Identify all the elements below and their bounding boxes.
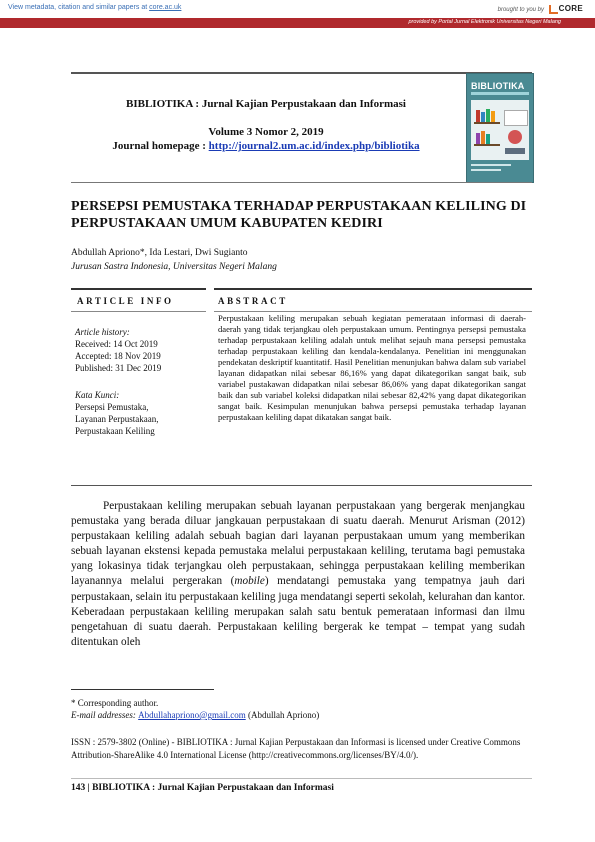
article-history xyxy=(75,326,205,374)
keywords-block xyxy=(75,389,205,437)
homepage-link[interactable]: http://journal2.um.ac.id/index.php/bibliotika xyxy=(208,140,420,152)
email-owner: (Abdullah Apriono) xyxy=(245,710,320,720)
core-link-prefix: View metadata, citation and similar papers at xyxy=(8,4,150,11)
core-metadata-link[interactable] xyxy=(8,4,181,11)
page-footer xyxy=(71,783,334,793)
email-link[interactable]: Abdullahapriono@gmail.com xyxy=(138,710,246,720)
abstract-mid-rule xyxy=(214,311,532,312)
keyword-item: Persepsi Pemustaka, xyxy=(75,402,149,412)
core-logo-icon xyxy=(549,5,558,14)
body-text-part-1: Perpustakaan keliling merupakan sebuah layanan perpustakaan yang bergerak menjangkau pemustaka yang berada diluar jangkauan perpustakaan di suatu daerah. Menurut Arisman (2012) perpustakaan keliling adalah sebuah bagian dari layanan perpustakaan umum yang memberikan sebuah layanan ekstensi kepada pemustaka melalui perpustakaan keliling, terutama bagi pemustaka yang lokasinya tidak terjangkau oleh perpustakaan, sehingga perpustakaan keliling memberikan layanannya melalui pergerakan ( xyxy=(71,500,525,588)
info-top-rule xyxy=(71,288,206,290)
received-date: Received: 14 Oct 2019 xyxy=(75,339,158,349)
provider-text[interactable]: provided by Portal Jurnal Elektronik Universitas Negeri Malang xyxy=(408,19,561,25)
abstract-bottom-rule xyxy=(71,485,532,486)
page-number: 143 xyxy=(71,783,86,793)
core-brought-by: brought to you by xyxy=(497,7,544,13)
core-link-url[interactable]: core.ac.uk xyxy=(149,4,182,11)
license-text: ISSN : 2579-3802 (Online) - BIBLIOTIKA : Jurnal Kajian Perpustakaan dan Informasi is licensed under Creative Commons Attribution-ShareAlike 4.0 International License (http://creativecommons.org/licenses/BY/4.0/). xyxy=(71,737,521,760)
footer-separator: | xyxy=(85,783,93,793)
article-info-heading: ARTICLE INFO xyxy=(77,296,174,306)
corresponding-author-note: * Corresponding author. xyxy=(71,698,159,708)
email-label: E-mail addresses: xyxy=(71,710,139,720)
body-italic-term: mobile xyxy=(234,575,265,588)
keyword-item: Perpustakaan Keliling xyxy=(75,426,155,436)
email-line xyxy=(71,710,531,720)
provider-bar xyxy=(0,18,595,28)
body-paragraph xyxy=(71,499,525,650)
article-title: PERSEPSI PEMUSTAKA TERHADAP PERPUSTAKAAN KELILING DI PERPUSTAKAAN UMUM KABUPATEN KEDIRI xyxy=(71,199,527,231)
core-brand[interactable] xyxy=(498,4,583,14)
cover-title: BIBLIOTIKA xyxy=(471,81,525,91)
abstract-text: Perpustakaan keliling merupakan sebuah kegiatan pemerataan informasi di daerah-daerah yang tidak terjangkau oleh perpustakaan umum. Pentingnya persepsi pemustaka terhadap perpustakaan keliling adalah untuk melihat sejauh mana persepsi pemustaka terhadap perpustakaan keliling dan kendala-kendalanya. Penelitian ini menggunakan pendekatan deskriptif kuantitatif. Hasil Penelitian menunjukan bahwa dalam sub variabel layanan didapatkan nilai sebesar 86,16% yang dapat dikategorikan sangat baik, sub variabel pustakawan didapatkan nilai sebesar 86,06% yang dapat dikategorikan sangat baik dan sub variabel koleksi didapatkan nilai sebesar 82,42% yang dapat dikategorikan sangat baik. Kesimpulan menunjukan bahwa persepsi pemustaka terhadap layanan perpustakaan keliling dapat dikatakan sangat baik. xyxy=(218,313,526,423)
core-brand-name: CORE xyxy=(558,4,583,13)
journal-volume: Volume 3 Nomor 2, 2019 xyxy=(208,126,324,138)
abstract-top-rule xyxy=(214,288,532,290)
accepted-date: Accepted: 18 Nov 2019 xyxy=(75,351,161,361)
abstract-heading: ABSTRACT xyxy=(218,296,288,306)
keyword-item: Layanan Perpustakaan, xyxy=(75,414,159,424)
header-bottom-rule xyxy=(71,182,532,183)
info-mid-rule xyxy=(71,311,206,312)
journal-name: BIBLIOTIKA : Jurnal Kajian Perpustakaan dan Informasi xyxy=(126,98,406,110)
footnote-rule xyxy=(71,689,214,690)
article-authors: Abdullah Apriono*, Ida Lestari, Dwi Sugianto xyxy=(71,248,248,258)
article-affiliation: Jurusan Sastra Indonesia, Universitas Negeri Malang xyxy=(71,262,277,272)
homepage-label: Journal homepage : xyxy=(112,140,209,152)
published-date: Published: 31 Dec 2019 xyxy=(75,363,162,373)
footer-journal: BIBLIOTIKA : Jurnal Kajian Perpustakaan dan Informasi xyxy=(92,783,334,793)
journal-cover-image xyxy=(466,73,534,183)
body-text-part-2: ) mendatangi pemustaka yang tempatnya jauh dari perpustakaan, selain itu perpustakaan keliling juga mendatangi seperti sekolah, kelurahan dan kantor. Keberadaan perpustakaan keliling merupakan salah satu bentuk pemerataan informasi dan ilmu pengetahuan di suatu daerah. Perpustakaan keliling bergerak ke tempat – tempat yang sudah ditentukan oleh xyxy=(71,575,525,648)
footer-rule xyxy=(71,778,532,779)
journal-homepage xyxy=(71,140,461,152)
keywords-label: Kata Kunci: xyxy=(75,390,120,400)
header-top-rule xyxy=(71,72,532,74)
history-label: Article history: xyxy=(75,327,130,337)
